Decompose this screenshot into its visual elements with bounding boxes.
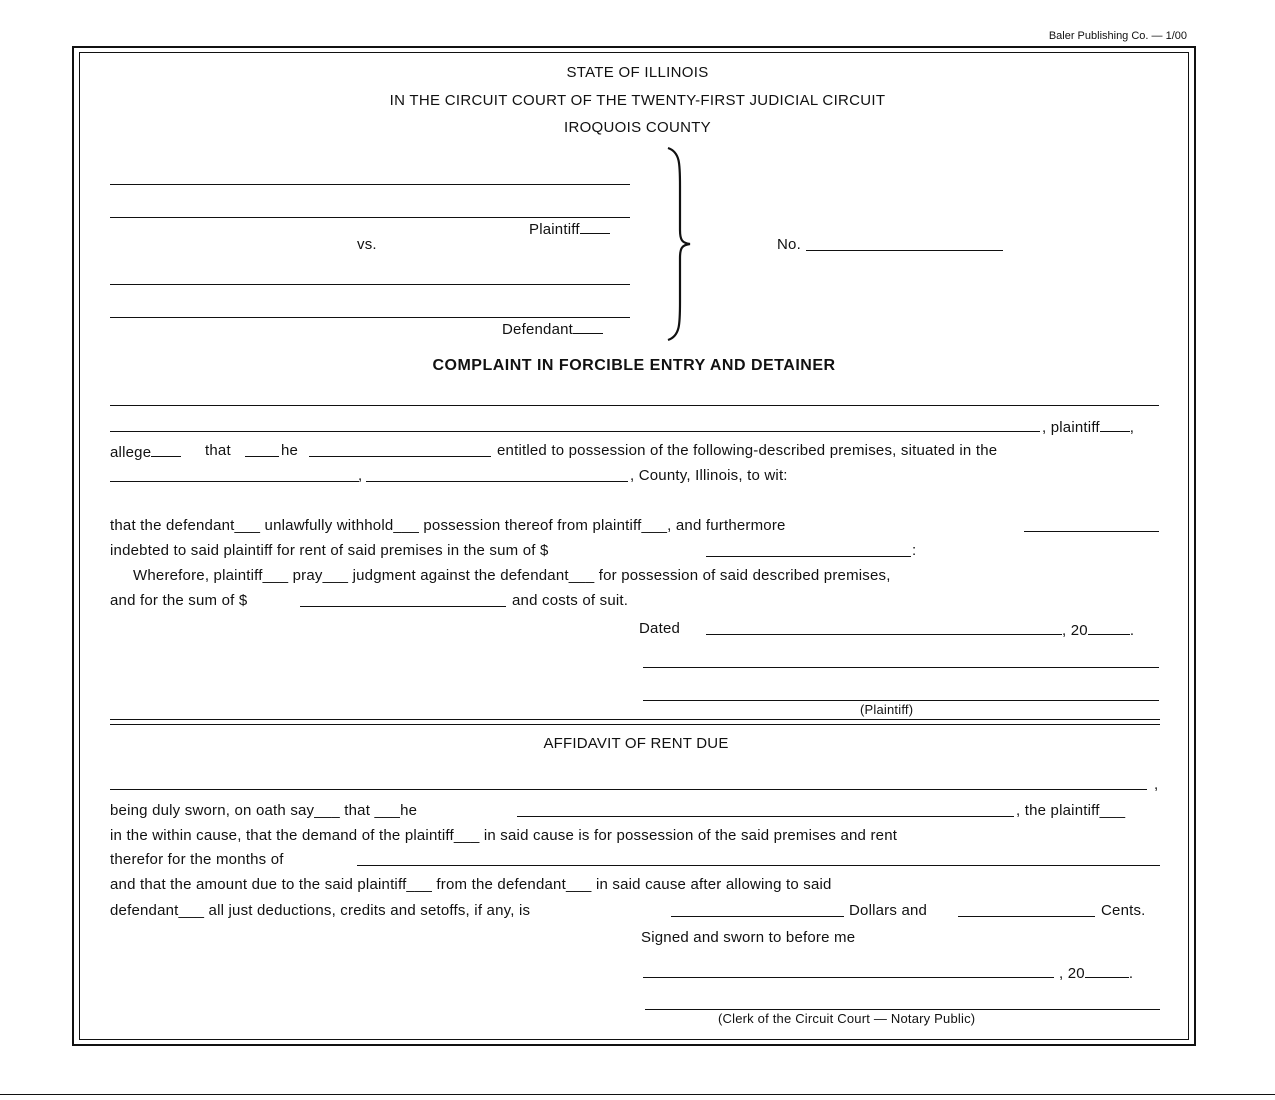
premises-location-field[interactable] — [110, 481, 359, 482]
cents-field[interactable] — [958, 916, 1095, 917]
months-field[interactable] — [357, 865, 1160, 866]
costs-text: and costs of suit. — [512, 592, 629, 609]
case-number-field[interactable] — [806, 250, 1003, 251]
is-are-field[interactable] — [309, 456, 491, 457]
county-name-field[interactable] — [366, 481, 628, 482]
header-court: IN THE CIRCUIT COURT OF THE TWENTY-FIRST JUDICIAL CIRCUIT — [389, 92, 886, 109]
that-word: that — [205, 442, 231, 459]
he-word: he — [281, 442, 299, 459]
comma-1: , — [358, 467, 363, 484]
rent-sum-field[interactable] — [706, 556, 911, 557]
county-illinois-text: , County, Illinois, to wit: — [630, 467, 788, 484]
sworn-year: , 20 . — [1059, 965, 1134, 982]
plaintiff-sig-label: (Plaintiff) — [860, 702, 914, 717]
wherefore-text: Wherefore, plaintiff___ pray___ judgment against the defendant___ for possession of said described premises, — [133, 567, 891, 584]
signed-sworn-label: Signed and sworn to before me — [641, 929, 856, 946]
defendant-label: Defendant — [502, 319, 603, 338]
comma-2: , — [1154, 776, 1159, 793]
header-state: STATE OF ILLINOIS — [566, 64, 709, 81]
affidavit-title: AFFIDAVIT OF RENT DUE — [543, 735, 729, 752]
withhold-text: that the defendant___ unlawfully withhold___ possession thereof from plaintiff___, and furthermore — [110, 517, 786, 534]
plaintiff-signature-line-2[interactable] — [643, 700, 1159, 701]
case-number-label: No. — [777, 236, 801, 253]
plaintiff-label: Plaintiff — [529, 219, 610, 238]
publisher-note: Baler Publishing Co. — 1/00 — [1048, 30, 1187, 42]
page-bottom-rule — [0, 1094, 1275, 1095]
section-divider-bottom — [110, 724, 1160, 725]
vs-label: vs. — [357, 236, 377, 253]
sworn-text: being duly sworn, on oath say___ that ___he — [110, 802, 418, 819]
clerk-signature-field[interactable] — [645, 1009, 1160, 1010]
complaint-title: COMPLAINT IN FORCIBLE ENTRY AND DETAINER — [432, 357, 836, 374]
deductions-text: defendant___ all just deductions, credits and setoffs, if any, is — [110, 902, 531, 919]
dated-year: , 20 . — [1062, 622, 1135, 639]
affiant-name-field[interactable] — [110, 789, 1147, 790]
cents-text: Cents. — [1101, 902, 1146, 919]
section-divider-top — [110, 719, 1160, 720]
sworn-date-field[interactable] — [643, 977, 1054, 978]
dollars-field[interactable] — [671, 916, 844, 917]
complaint-plaintiff-name-line-1[interactable] — [110, 405, 1159, 406]
amount-due-text: and that the amount due to the said plaintiff___ from the defendant___ in said cause after allowing to said — [110, 876, 832, 893]
sum-text: and for the sum of $ — [110, 592, 248, 609]
entitled-text: entitled to possession of the following-described premises, situated in the — [497, 442, 998, 459]
dollars-and-text: Dollars and — [849, 902, 928, 919]
defendant-name-line-1[interactable] — [110, 284, 630, 285]
clerk-label: (Clerk of the Circuit Court — Notary Public) — [718, 1011, 976, 1026]
allege-word: allege — [110, 442, 181, 461]
plaintiff-name-line-1[interactable] — [110, 184, 630, 185]
the-plaintiff-text: , the plaintiff___ — [1016, 802, 1126, 819]
header-county: IROQUOIS COUNTY — [563, 119, 711, 136]
indebted-text: indebted to said plaintiff for rent of said premises in the sum of $ — [110, 542, 549, 559]
furthermore-field[interactable] — [1024, 531, 1159, 532]
affiant-role-field[interactable] — [517, 816, 1014, 817]
complaint-plaintiff-word: , plaintiff , — [1042, 419, 1135, 436]
caption-brace-icon — [664, 146, 694, 342]
dated-label: Dated — [639, 620, 681, 637]
within-cause-text: in the within cause, that the demand of the plaintiff___ in said cause is for possession of the said premises and rent — [110, 827, 898, 844]
he-she-prefix-field[interactable] — [245, 456, 279, 457]
judgment-sum-field[interactable] — [300, 606, 506, 607]
plaintiff-name-line-2[interactable] — [110, 217, 630, 218]
complaint-plaintiff-name-line-2[interactable] — [110, 431, 1040, 432]
dated-field[interactable] — [706, 634, 1062, 635]
colon: : — [912, 542, 917, 559]
plaintiff-signature-line-1[interactable] — [643, 667, 1159, 668]
defendant-name-line-2[interactable] — [110, 317, 630, 318]
months-text: therefor for the months of — [110, 851, 284, 868]
